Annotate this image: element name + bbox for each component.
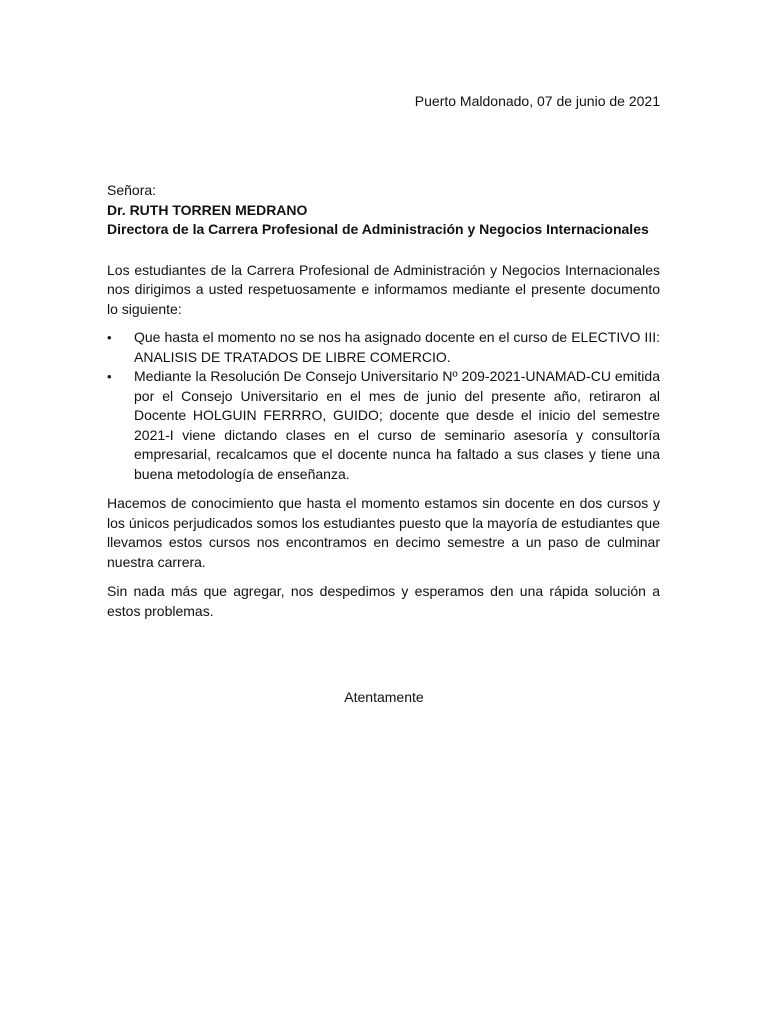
bullet-icon: • <box>107 369 112 384</box>
bullet-text: Que hasta el momento no se nos ha asignado docente en el curso de ELECTIVO III: ANALISIS DE TRATADOS DE LIBRE COMERCIO. <box>134 329 660 365</box>
letter-body <box>107 181 660 621</box>
body-paragraph-1: Hacemos de conocimiento que hasta el momento estamos sin docente en dos cursos y los únicos perjudicados somos los estudiantes puesto que la mayoría de estudiantes que llevamos estos cursos nos encontramos en decimo semestre a un paso de culminar nuestra carrera. <box>107 495 660 570</box>
date-line: Puerto Maldonado, 07 de junio de 2021 <box>414 93 660 109</box>
bullet-icon: • <box>107 330 112 345</box>
salutation: Señora: <box>107 182 157 198</box>
intro-paragraph: Los estudiantes de la Carrera Profesional de Administración y Negocios Internacionales nos dirigimos a usted respetuosamente e informamos mediante el presente documento lo siguiente: <box>107 261 660 317</box>
body-paragraph-2: Sin nada más que agregar, nos despedimos y esperamos den una rápida solución a estos problemas. <box>107 583 660 619</box>
bullet-item <box>107 328 660 367</box>
recipient-name: Dr. RUTH TORREN MEDRANO <box>107 201 308 218</box>
bullet-list <box>107 328 660 484</box>
recipient-title: Directora de la Carrera Profesional de Administración y Negocios Internacionales <box>107 221 649 237</box>
addressee-block <box>107 181 660 240</box>
bullet-text: Mediante la Resolución De Consejo Universitario Nº 209-2021-UNAMAD-CU emitida por el Consejo Universitario en el mes de junio del presente año, retiraron al Docente HOLGUIN FERRRO, GUIDO; docente que desde el inicio del semestre 2021-I viene dictando clases en el curso de seminario asesoría y consultoría empresarial, recalcamos que el docente nunca ha faltado a sus clases y tiene una buena metodología de enseñanza. <box>134 368 660 482</box>
closing-line: Atentamente <box>344 689 424 705</box>
bullet-item <box>107 367 660 484</box>
